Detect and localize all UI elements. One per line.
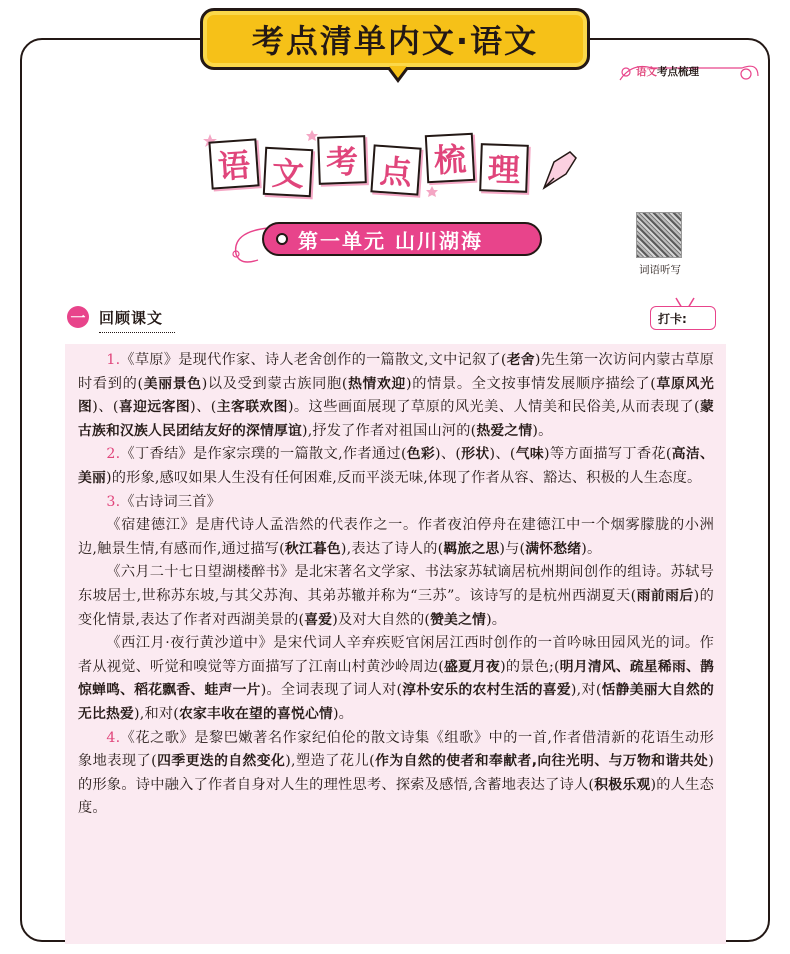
body-text: )、(: [435, 446, 462, 463]
checkin-box[interactable]: 打卡:: [650, 306, 716, 330]
body-text: 《花之歌》是黎巴嫩著名作家纪伯伦的散文诗集《组歌》中的一首,作者借清新的花语生动形象地表现了(: [78, 729, 714, 770]
body-text: ),抒发了作者对祖国山河的(: [301, 422, 477, 439]
unit-banner: [262, 222, 542, 256]
body-text: ),表达了诗人的(: [340, 540, 444, 557]
section-number: 一: [67, 306, 89, 328]
corner-tag: [612, 58, 762, 86]
corner-tag-label: [636, 64, 699, 79]
answer-text: 喜迎远客图: [118, 399, 191, 416]
answer-text: 赞美之情: [430, 611, 487, 628]
paragraph-number: 2.: [106, 446, 121, 463]
answer-text: 主客联欢图: [216, 399, 288, 416]
body-text: 《古诗词三首》: [120, 493, 222, 510]
answer-text: 积极乐观: [594, 776, 651, 793]
body-text: 《西江月·夜行黄沙道中》是宋代词人辛弃疾贬官闲居江西时创作的一首吟咏田园风光的词。作者从视觉、听觉和嗅觉等方面描写了江南山村黄沙岭周边(: [78, 635, 714, 675]
hero-title: [200, 128, 580, 198]
paragraph-4: [78, 514, 714, 561]
body-text: )先生第一次访问内蒙古草原时看到的(: [78, 352, 714, 392]
body-text: )的形象,感叹如果人生没有任何困难,反而平淡无味,体现了作者从容、豁达、积极的人生态度。: [106, 469, 702, 486]
answer-text: 蒙古族和汉族人民团结友好的深情厚谊: [78, 399, 715, 439]
hero-char-2: 文: [263, 147, 313, 197]
body-text: 《宿建德江》是唐代诗人孟浩然的代表作之一。作者夜泊停舟在建德江中一个烟雾朦胧的小洲边,触景生情,有感而作,通过描写(: [78, 517, 714, 557]
answer-text: 满怀愁绪: [525, 540, 582, 557]
body-text: ),塑造了花儿(: [285, 753, 375, 770]
hero-char-4: 点: [370, 144, 421, 195]
answer-text: 草原风光图: [78, 375, 714, 416]
paragraph-7: [78, 727, 714, 821]
paragraph-number: 3.: [106, 493, 121, 510]
answer-text: 喜爱: [304, 611, 333, 628]
answer-text: 热情欢迎: [347, 375, 407, 392]
body-text: )等方面描写丁香花(: [543, 446, 672, 463]
corner-tag-rest: 考点梳理: [657, 66, 699, 78]
hero-char-6: 理: [479, 143, 529, 193]
qr-code-icon[interactable]: [636, 212, 682, 258]
corner-tag-accent: 语文: [636, 66, 657, 78]
body-text: )的变化情景,表达了作者对西湖美景的(: [78, 587, 714, 628]
answer-text: 作为自然的使者和奉献者,向往光明、与万物和谐共处: [374, 753, 709, 770]
answer-text: 秋江暮色: [284, 540, 341, 557]
body-text: 《草原》是现代作家、诗人老舍创作的一篇散文,文中记叙了(: [120, 352, 507, 368]
body-text: )的形象。诗中融入了作者自身对人生的理性思考、探索及感悟,含蓄地表达了诗人(: [78, 753, 714, 793]
paragraph-2: [78, 443, 714, 490]
answer-text: 明月清风、疏星稀雨、鹊惊蝉鸣、稻花飘香、蛙声一片: [78, 658, 714, 699]
body-text: )。: [581, 540, 602, 557]
paragraph-number: 4.: [106, 729, 121, 746]
hero-char-3: 考: [317, 135, 367, 185]
answer-text: 色彩: [406, 446, 436, 463]
body-text: )。这些画面展现了草原的风光美、人情美和民俗美,从而表现了(: [287, 399, 700, 416]
body-text: )及对大自然的(: [332, 611, 431, 628]
body-text: ),和对(: [134, 705, 179, 722]
answer-text: 羁旅之思: [443, 540, 500, 557]
section-heading: [67, 305, 163, 329]
body-text: )与(: [499, 540, 526, 557]
unit-bullet-icon: [276, 233, 288, 245]
paragraph-6: [78, 632, 714, 726]
body-text: )以及受到蒙古族同胞(: [201, 375, 348, 392]
answer-text: 美丽景色: [143, 375, 202, 392]
paragraph-3: [78, 491, 714, 515]
body-text: )。: [532, 422, 553, 439]
answer-text: 盛夏月夜: [443, 658, 501, 675]
paragraph-1: [78, 349, 714, 443]
answer-text: 老舍: [506, 352, 535, 368]
body-text: 《丁香结》是作家宗璞的一篇散文,作者通过(: [120, 446, 407, 463]
body-text: )、(: [489, 446, 516, 463]
hero-char-1: 语: [208, 138, 259, 189]
answer-text: 农家丰收在望的喜悦心情: [178, 705, 333, 722]
pen-icon: [540, 148, 580, 192]
body-text: )、(: [92, 399, 119, 416]
answer-text: 淳朴安乐的农村生活的喜爱: [402, 682, 571, 699]
review-content: [78, 349, 714, 821]
hero-char-5: 梳: [425, 133, 475, 183]
body-text: )、(: [190, 399, 217, 416]
answer-text: 高洁、美丽: [78, 446, 715, 486]
answer-text: 雨前雨后: [636, 587, 694, 604]
answer-text: 热爱之情: [476, 422, 533, 439]
paragraph-number: 1.: [106, 352, 121, 368]
paragraph-5: [78, 561, 714, 632]
qr-label: 词语听写: [639, 264, 681, 276]
header-banner: [200, 8, 590, 70]
answer-text: 四季更迭的自然变化: [156, 753, 286, 770]
body-text: )。全词表现了词人对(: [260, 682, 403, 699]
body-text: 《六月二十七日望湖楼醉书》是北宋著名文学家、书法家苏轼谪居杭州期间创作的组诗。苏轼号东坡居士,世称苏东坡,与其父苏洵、其弟苏辙并称为“三苏”。该诗写的是杭州西湖夏天(: [78, 564, 714, 604]
body-text: ),对(: [570, 682, 602, 699]
body-text: )。: [486, 611, 507, 628]
answer-text: 恬静美丽大自然的无比热爱: [78, 682, 714, 722]
section-title: 回顾课文: [99, 308, 164, 327]
body-text: )。: [332, 705, 354, 722]
body-text: )的情景。全文按事情发展顺序描绘了(: [406, 375, 657, 392]
header-pointer-fill: [389, 66, 407, 78]
header-title: 考点清单内文·语文: [251, 22, 539, 60]
answer-text: 气味: [515, 446, 544, 463]
unit-title: 第一单元 山川湖海: [298, 228, 483, 253]
body-text: )的景色;(: [500, 658, 560, 675]
answer-text: 形状: [461, 446, 490, 463]
body-text: )的人生态度。: [78, 776, 714, 817]
